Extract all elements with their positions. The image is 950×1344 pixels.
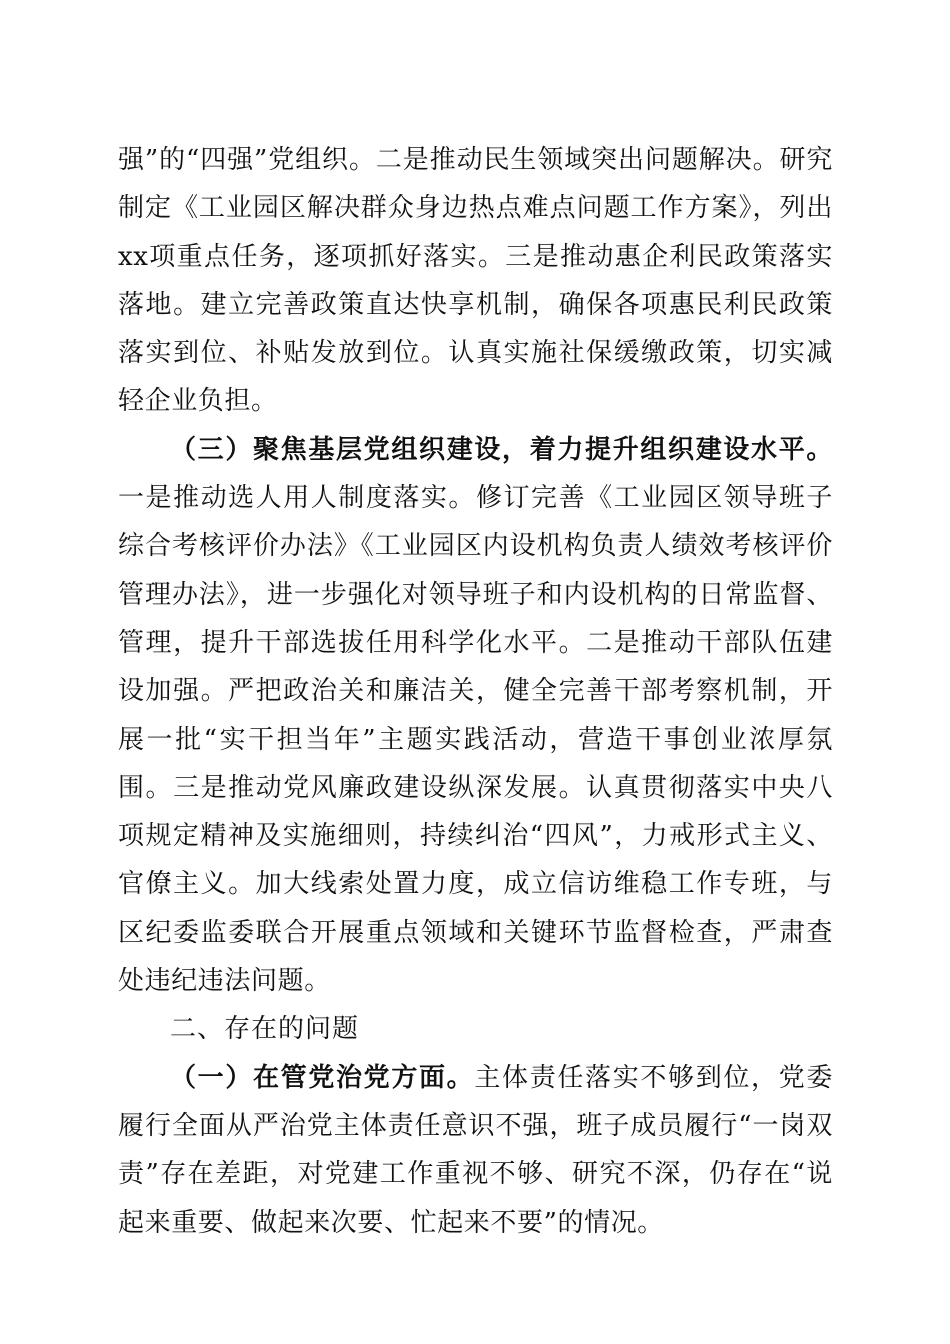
- section-three-body: 一是推动选人用人制度落实。修订完善《工业园区领导班子综合考核评价办法》《工业园区内设机构负责人绩效考核评价管理办法》，进一步强化对领导班子和内设机构的日常监督、管理，提升干部选拔任用科学化水平。二是推动干部队伍建设加强。严把政治关和廉洁关，健全完善干部考察机制，开展一批“实干担当年”主题实践活动，营造干事创业浓厚氛围。三是推动党风廉政建设纵深发展。认真贯彻落实中央八项规定精神及实施细则，持续纠治“四风”，力戒形式主义、官僚主义。加大线索处置力度，成立信访维稳工作专班，与区纪委监委联合开展重点领域和关键环节监督检查，严肃查处违纪违法问题。: [118, 483, 833, 997]
- section-three-lead: （三）聚焦基层党组织建设，着力提升组织建设水平。: [170, 434, 833, 465]
- paragraph-problem-one: [118, 1054, 833, 1247]
- problem-one-lead: （一）在管党治党方面。: [170, 1062, 475, 1093]
- problem-one-body: 主体责任落实不够到位，党委履行全面从严治党主体责任意识不强，班子成员履行“一岗双责”存在差距，对党建工作重视不够、研究不深，仍存在“说起来重要、做起来次要、忙起来不要”的情况。: [118, 1062, 833, 1238]
- paragraph-section-three: [118, 426, 833, 1006]
- heading-existing-problems: 二、存在的问题: [170, 1014, 360, 1045]
- document-body: [118, 136, 833, 1247]
- paragraph-continuation: 强”的“四强”党组织。二是推动民生领域突出问题解决。研究制定《工业园区解决群众身边热点难点问题工作方案》，列出xx项重点任务，逐项抓好落实。三是推动惠企利民政策落实落地。建立完善政策直达快享机制，确保各项惠民利民政策落实到位、补贴发放到位。认真实施社保缓缴政策，切实减轻企业负担。: [118, 145, 833, 417]
